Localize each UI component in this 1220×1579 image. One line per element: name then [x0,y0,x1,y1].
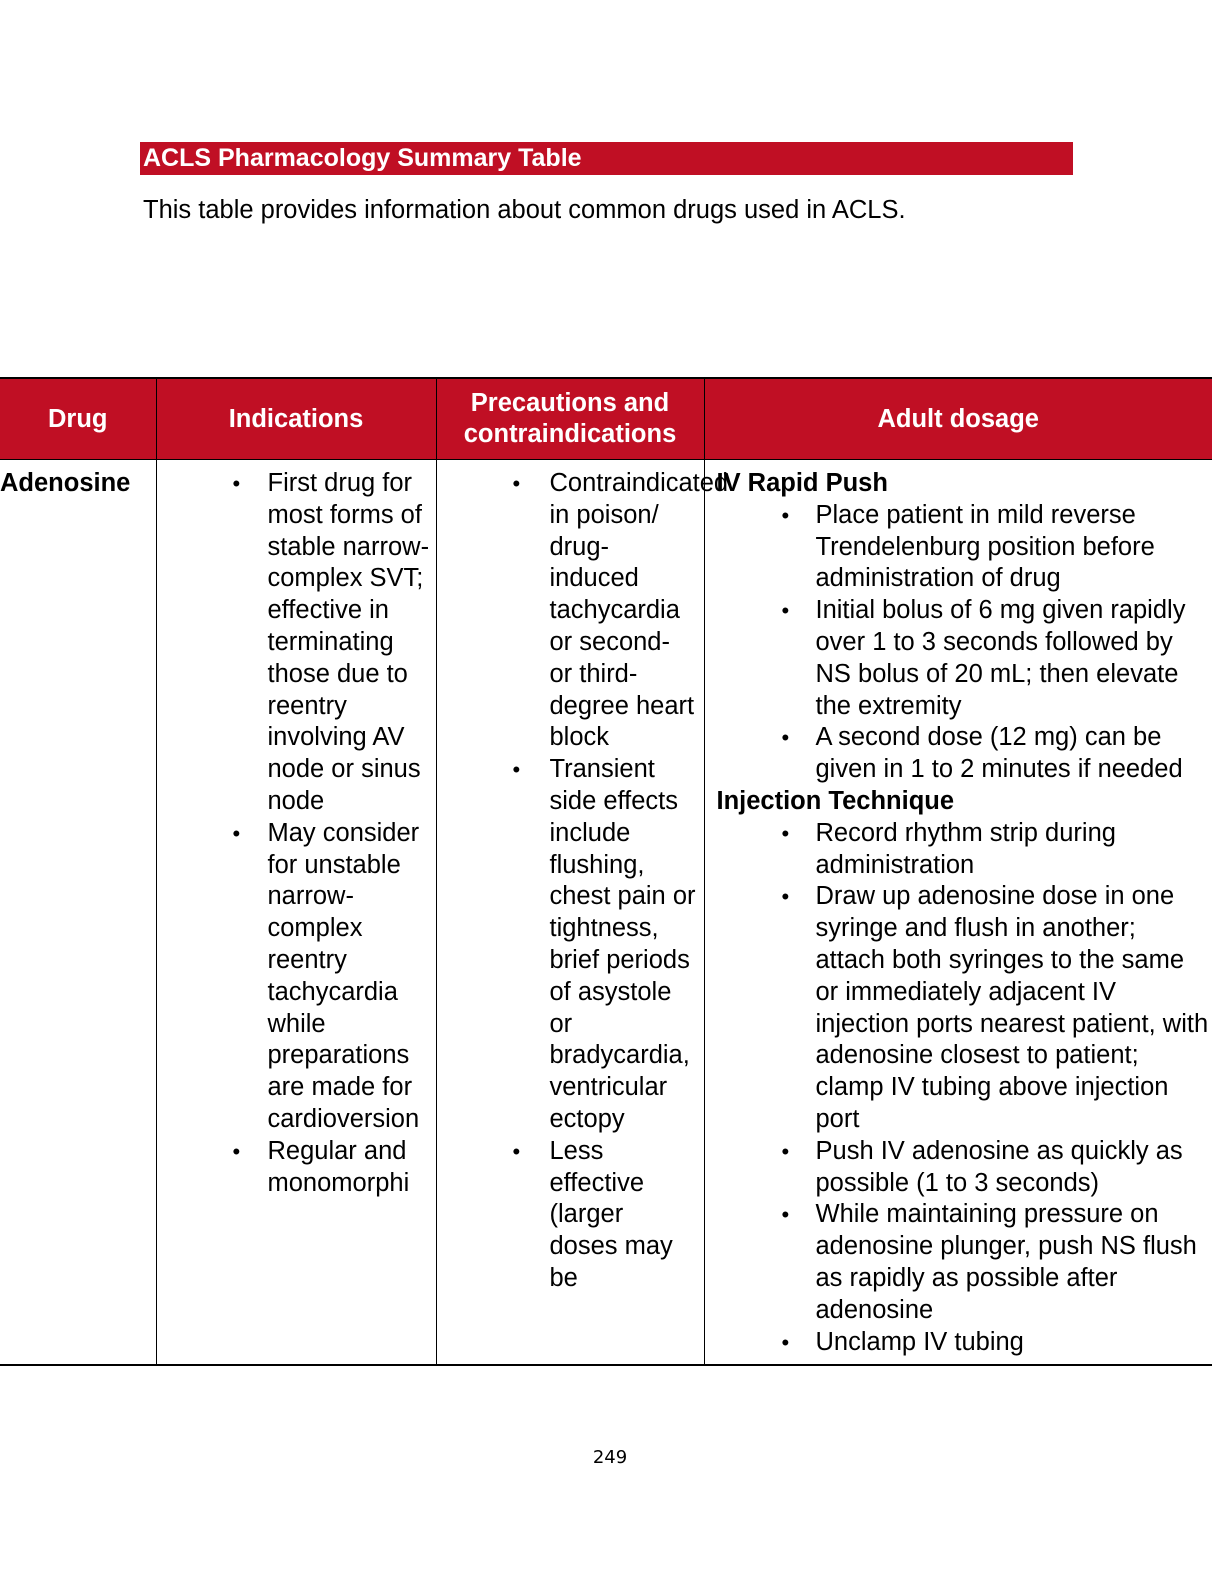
table-header-row [0,378,1212,460]
intro-text: This table provides information about common drugs used in ACLS. [143,196,906,224]
header-indications: Indications [156,378,436,460]
technique-item: • Push IV adenosine as quickly as possible (1 to 3 seconds) [705,1136,1213,1200]
precautions-list [437,468,729,1295]
pharmacology-table [0,377,1212,1366]
precautions-cell [436,460,729,1366]
header-drug: Drug [0,378,156,460]
section-title: ACLS Pharmacology Summary Table [140,142,1073,175]
iv-rapid-push-heading: IV Rapid Push [716,469,888,497]
dosage-item: • Place patient in mild reverse Trendelenburg position before administration of drug [705,500,1213,595]
page-number: 249 [592,1447,628,1468]
dosage-item: • A second dose (12 mg) can be given in 1 to 2 minutes if needed [705,722,1213,786]
iv-rapid-push-list [705,500,1213,786]
injection-technique-heading: Injection Technique [716,786,955,815]
technique-item: • Record rhythm strip during administration [705,818,1213,882]
indication-item: • First drug for most forms of stable narrow-complex SVT; effective in terminating those due to reentry involving AV node or sinus node [157,468,436,818]
precaution-item: • Transient side effects include flushing, chest pain or tightness, brief periods of asystole or bradycardia, ventricular ectopy [437,754,704,1136]
indication-item: • Regular and monomorphi [157,1136,436,1200]
technique-item: • Draw up adenosine dose in one syringe and flush in another; attach both syringes to the same or immediately adjacent IV injection ports nearest patient, with adenosine closest to patient; clamp IV tubing above injection port [705,881,1213,1135]
header-precautions: Precautions and contraindications [436,378,704,460]
indications-cell [156,460,436,1366]
dosage-cell [704,460,1212,1366]
dosage-item: • Initial bolus of 6 mg given rapidly over 1 to 3 seconds followed by NS bolus of 20 mL; then elevate the extremity [705,595,1213,722]
header-dosage: Adult dosage [704,378,1212,460]
drug-name-cell: Adenosine [0,460,156,1366]
technique-item: • Unclamp IV tubing [705,1327,1213,1359]
precaution-item: • Less effective (larger doses may be [437,1136,704,1295]
precaution-item: • Contraindicated in poison/ drug-induced tachycardia or second- or third-degree heart block [437,468,704,754]
indication-item: • May consider for unstable narrow-complex reentry tachycardia while preparations are made for cardioversion [157,818,436,1136]
table-row [0,460,1212,1366]
indications-list [157,468,436,1199]
injection-technique-list [705,818,1213,1359]
technique-item: • While maintaining pressure on adenosine plunger, push NS flush as rapidly as possible after adenosine [705,1199,1213,1326]
